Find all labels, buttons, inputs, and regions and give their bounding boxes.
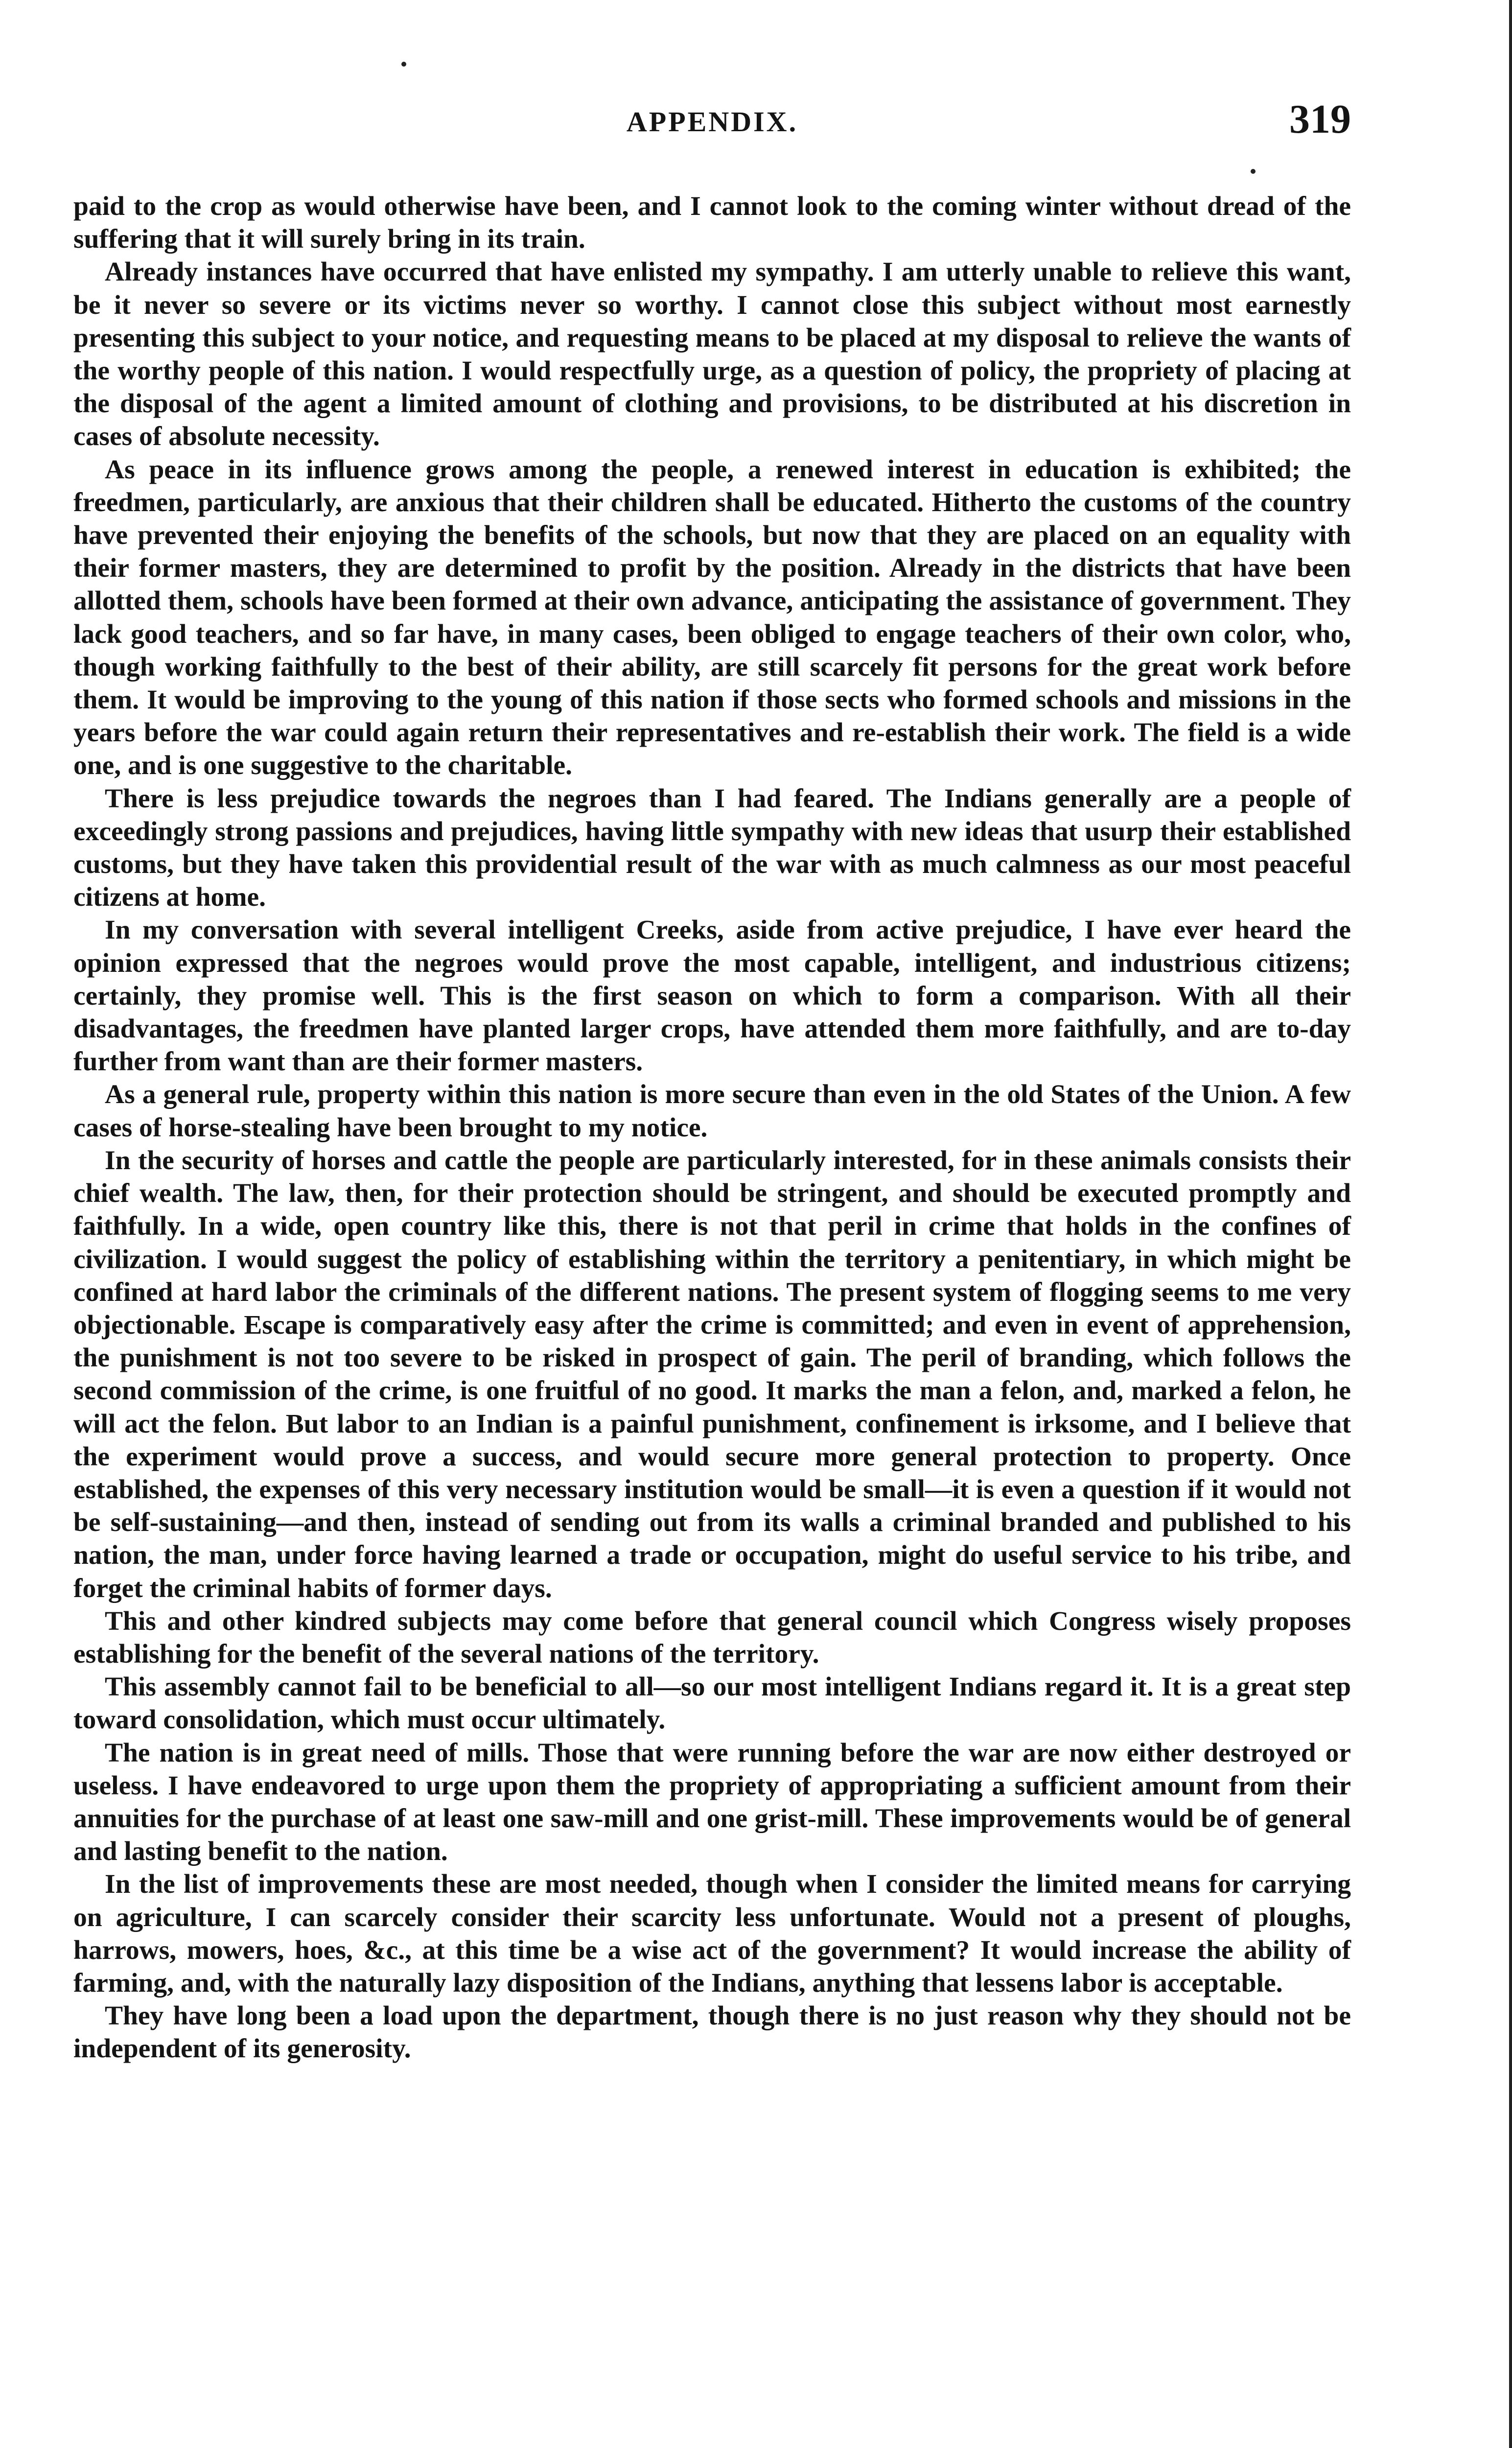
paragraph: This assembly cannot fail to be beneficial to all—so our most intelligent Indians regard it. It is a great step toward consolidation, which must occur ultimately. (73, 1672, 1351, 1735)
page-number: 319 (1289, 96, 1351, 142)
paragraph: As peace in its influence grows among the people, a renewed interest in education is exhibited; the freedmen, particularly, are anxious that their children shall be educated. Hitherto the customs of the country have prevented their enjoying the benefits of the schools, but now that they are placed on an equality with their former masters, they are determined to profit by the position. Already in the districts that have been allotted them, schools have been formed at their own advance, anticipating the assistance of government. They lack good teachers, and so far have, in many cases, been obliged to engage teachers of their own color, who, though working faithfully to the best of their ability, are still scarcely fit persons for the great work before them. It would be improving to the young of this nation if those sects who formed schools and missions in the years before the war could again return their representatives and re-establish their work. The field is a wide one, and is one suggestive to the charitable. (73, 454, 1351, 781)
running-title: APPENDIX. (626, 106, 798, 138)
print-speck (401, 62, 406, 67)
paragraph: Already instances have occurred that have enlisted my sympathy. I am utterly unable to relieve this want, be it never so severe or its victims never so worthy. I cannot close this subject without most earnestly presenting this subject to your notice, and requesting means to be placed at my disposal to relieve the wants of the worthy people of this nation. I would respectfully urge, as a question of policy, the propriety of placing at the disposal of the agent a limited amount of clothing and provisions, to be distributed at his discretion in cases of absolute necessity. (73, 257, 1351, 452)
paragraph: paid to the crop as would otherwise have been, and I cannot look to the coming winter without dread of the suffering that it will surely bring in its train. (73, 191, 1351, 255)
paragraph: In the security of horses and cattle the people are particularly interested, for in these animals consists their chief wealth. The law, then, for their protection should be stringent, and should be executed promptly and faithfully. In a wide, open country like this, there is not that peril in crime that holds in the confines of civilization. I would suggest the policy of establishing within the territory a penitentiary, in which might be confined at hard labor the criminals of the different nations. The present system of flogging seems to me very objectionable. Escape is comparatively easy after the crime is committed; and even in event of apprehension, the punishment is not too severe to be risked in prospect of gain. The peril of branding, which follows the second commission of the crime, is one fruitful of no good. It marks the man a felon, and, marked a felon, he will act the felon. But labor to an Indian is a painful punishment, confinement is irksome, and I believe that the experiment would prove a success, and would secure more general protection to property. Once established, the expenses of this very necessary institution would be small—it is even a question if it would not be self-sustaining—and then, instead of sending out from its walls a criminal branded and published to his nation, the man, under force having learned a trade or occupation, might do useful service to his tribe, and forget the criminal habits of former days. (73, 1145, 1351, 1603)
paragraph: In my conversation with several intelligent Creeks, aside from active prejudice, I have ever heard the opinion expressed that the negroes would prove the most capable, intelligent, and industrious citizens; certainly, they promise well. This is the first season on which to form a comparison. With all their disadvantages, the freedmen have planted larger crops, have attended them more faithfully, and are to-day further from want than are their former masters. (73, 915, 1351, 1077)
paragraph: This and other kindred subjects may come before that general council which Congress wisely proposes establishing for the benefit of the several nations of the territory. (73, 1606, 1351, 1669)
paragraph: In the list of improvements these are most needed, though when I consider the limited means for carrying on agriculture, I can scarcely consider their scarcity less unfortunate. Would not a present of ploughs, harrows, mowers, hoes, &c., at this time be a wise act of the government? It would increase the ability of farming, and, with the naturally lazy disposition of the Indians, anything that lessens labor is acceptable. (73, 1869, 1351, 1998)
page-header (73, 95, 1351, 144)
paragraph: The nation is in great need of mills. Those that were running before the war are now either destroyed or useless. I have endeavored to urge upon them the propriety of appropriating a sufficient amount from their annuities for the purchase of at least one saw-mill and one grist-mill. These improvements would be of general and lasting benefit to the nation. (73, 1738, 1351, 1867)
paragraph: They have long been a load upon the department, though there is no just reason why they should not be independent of its generosity. (73, 2001, 1351, 2064)
paragraph: There is less prejudice towards the negroes than I had feared. The Indians generally are a people of exceedingly strong passions and prejudices, having little sympathy with new ideas that usurp their established customs, but they have taken this providential result of the war with as much calmness as our most peaceful citizens at home. (73, 783, 1351, 913)
paragraph: As a general rule, property within this nation is more secure than even in the old States of the Union. A few cases of horse-stealing have been brought to my notice. (73, 1080, 1351, 1143)
body-text (73, 190, 1351, 2066)
print-speck (1251, 169, 1256, 174)
